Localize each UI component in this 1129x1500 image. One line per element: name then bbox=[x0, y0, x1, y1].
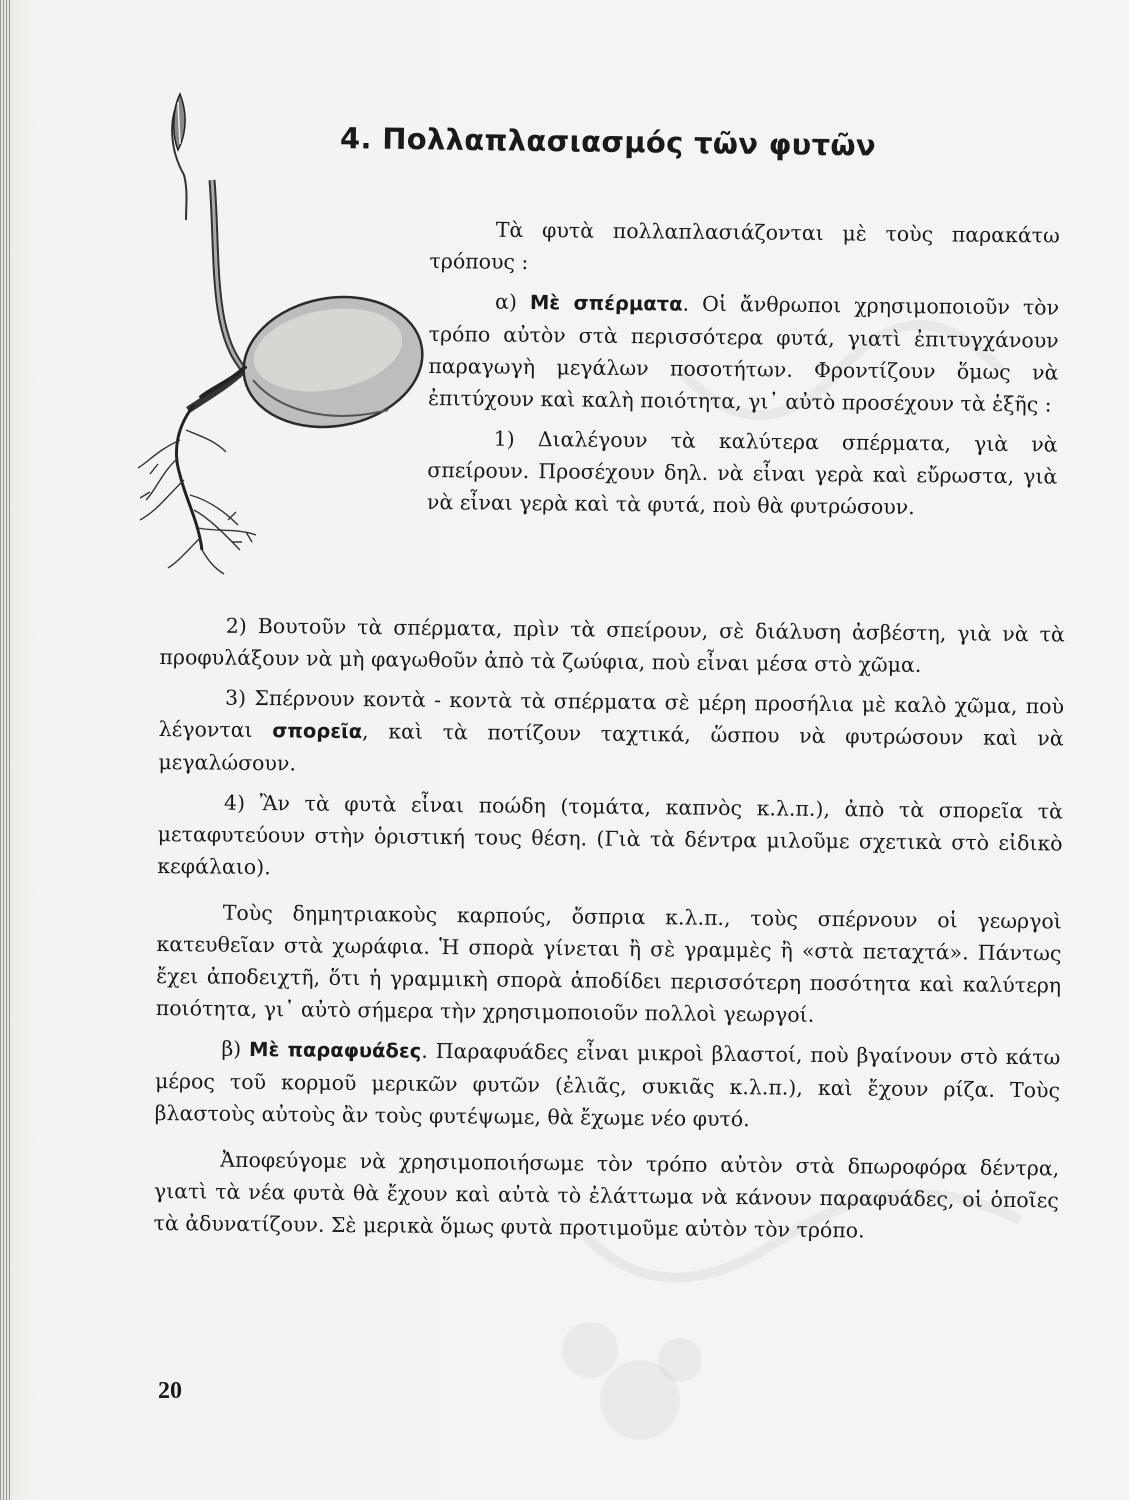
paragraph-step-3-pre: 3) Σπέρνουν κοντὰ - κοντὰ τὰ σπέρματα σὲ μέρη προσήλια μὲ καλὸ χῶμα, ποὺ λέγονται bbox=[158, 685, 1065, 743]
paragraph-intro: Τὰ φυτὰ πολλαπλασιάζονται μὲ τοὺς παρακάτω τρόπους : bbox=[429, 217, 1060, 275]
bold-term-seedbeds: σπορεῖα bbox=[272, 719, 363, 744]
bold-term-seeds: Μὲ σπέρματα bbox=[529, 291, 683, 316]
paragraph-cereals: Τοὺς δημητριακοὺς καρπούς, ὄσπρια κ.λ.π., τοὺς σπέρνουν οἱ γεωργοὶ κατευθεῖαν στὰ χωράφια. Ἡ σπορὰ γίνεται ἢ σὲ γραμμὲς ἢ «στὰ πεταχτά». Πάντως ἔχει ἀποδειχτῆ, ὅτι ἡ γραμμικὴ σπορὰ ἀποδίδει περισσότερη ποσότητα καὶ καλύτερη ποιότητα, γι᾽ αὐτὸ σήμερα τὴν χρησιμοποιοῦν πολλοὶ γεωργοί. bbox=[155, 900, 1062, 1027]
paragraph-seeds-text: . Οἱ ἄνθρωποι χρησιμοποιοῦν τὸν τρόπο αὐτὸν στὰ περισσότερα φυτά, γιατὶ ἐπιτυγχάνουν παραγωγὴ μεγάλων ποσοτήτων. Φροντίζουν ὅμως νὰ ἐπιτύχουν καὶ καλὴ ποιότητα, γι᾽ αὐτὸ προσέχουν τὰ ἑξῆς : bbox=[427, 291, 1060, 417]
bold-term-suckers: Μὲ παραφυάδες bbox=[248, 1037, 422, 1063]
page-edge bbox=[0, 0, 10, 1500]
paragraph-step-2: 2) Βουτοῦν τὰ σπέρματα, πρὶν τὰ σπείρουν, σὲ διάλυση ἀσβέστη, γιὰ νὰ τὰ προφυλάξουν νὰ μὴ φαγωθοῦν ἀπὸ τὰ ζωύφια, ποὺ εἶναι μέσα στὸ χῶμα. bbox=[159, 613, 1065, 677]
item-label-a: α) bbox=[494, 289, 531, 315]
upper-text-block bbox=[427, 213, 1060, 525]
lower-text-block bbox=[153, 609, 1065, 1248]
paragraph-step-3 bbox=[158, 681, 1064, 787]
paragraph-suckers bbox=[155, 1032, 1061, 1138]
page-title: 4. Πολλαπλασιασμός τῶν φυτῶν bbox=[339, 121, 877, 163]
paragraph-step-4: 4) Ἂν τὰ φυτὰ εἶναι ποώδη (τομάτα, καπνὸς κ.λ.π.), ἀπὸ τὰ σπορεῖα τὰ μεταφυτεύουν στὴν ὁριστική τους θέση. (Γιὰ τὰ δέντρα μιλοῦμε σχετικὰ στὸ εἰδικὸ κεφάλαιο). bbox=[157, 790, 1064, 880]
paragraph-avoid: Ἀποφεύγομε νὰ χρησιμοποιήσωμε τὸν τρόπο αὐτὸν στὰ δπωροφόρα δέντρα, γιατὶ τὰ νέα φυτὰ θὰ ἔχουν καὶ αὐτὰ τὸ ἐλάττωμα νὰ κάνουν παραφυάδες, οἱ ὁποῖες τὰ ἀδυνατίζουν. Σὲ μερικὰ ὅμως φυτὰ προτιμοῦμε αὐτὸν τὸν τρόπο. bbox=[153, 1147, 1060, 1243]
paragraph-seeds bbox=[428, 285, 1059, 421]
page-number: 20 bbox=[158, 1378, 182, 1404]
paragraph-step-3-text: , καὶ τὰ ποτίζουν ταχτικά, ὥσπου νὰ φυτρώσουν καὶ νὰ μεγαλώσουν. bbox=[158, 719, 1064, 776]
item-label-b: β) bbox=[221, 1036, 250, 1061]
paragraph-suckers-text: . Παραφυάδες εἶναι μικροὶ βλαστοί, ποὺ βγαίνουν στὸ κάτω μέρος τοῦ κορμοῦ μερικῶν φυτῶν (ἐλιᾶς, συκιᾶς κ.λ.π.), καὶ ἔχουν ρίζα. Τοὺς βλαστοὺς αὐτοὺς ἂν τοὺς φυτέψωμε, θὰ ἔχωμε νέο φυτό. bbox=[154, 1038, 1061, 1132]
paragraph-step-1: 1) Διαλέγουν τὰ καλύτερα σπέρματα, γιὰ νὰ σπείρουν. Προσέχουν δηλ. νὰ εἶναι γερὰ καὶ εὔρωστα, γιὰ νὰ εἶναι γερὰ καὶ τὰ φυτά, ποὺ θὰ φυτρώσουν. bbox=[426, 426, 1058, 520]
